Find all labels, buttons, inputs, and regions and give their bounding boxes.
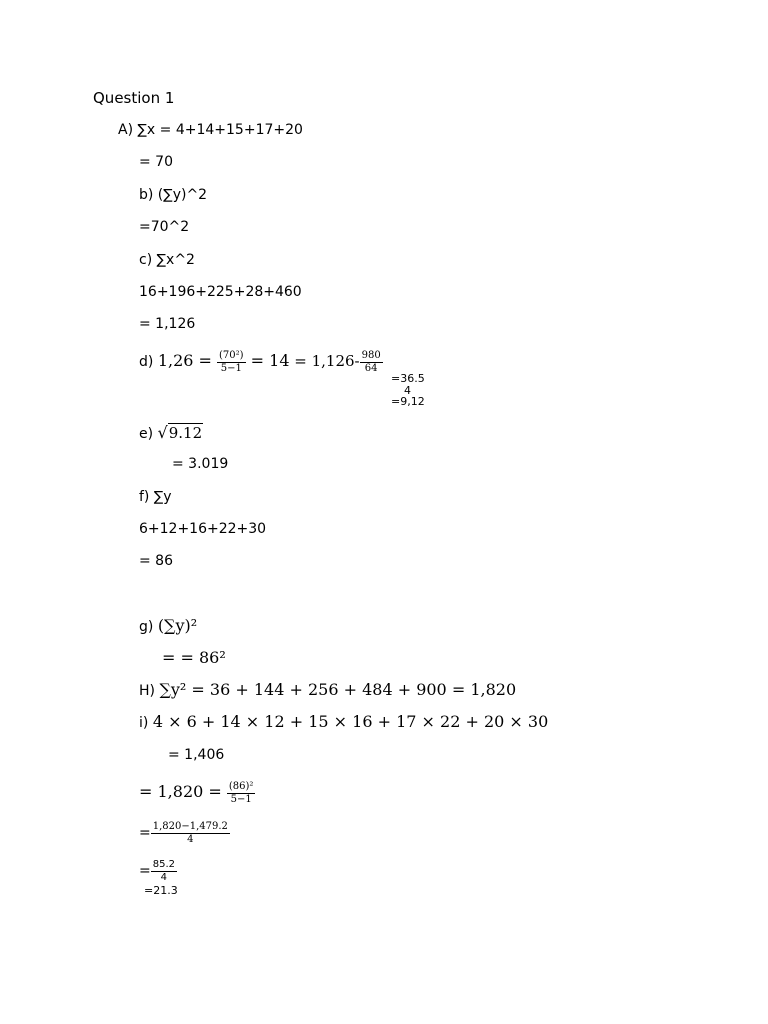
line-g-expression: (∑y)² [157, 616, 198, 635]
line-d-eq3: = 1,126- [289, 352, 360, 370]
line-i-label: i) [139, 715, 153, 731]
line-i-expression: 4 × 6 + 14 × 12 + 15 × 16 + 17 × 22 + 20 × 30 [152, 712, 549, 731]
line-a-sum-x: A) ∑x = 4+14+15+17+20 [118, 122, 303, 138]
line-division [139, 858, 177, 884]
line-c-expansion: 16+196+225+28+460 [139, 284, 302, 300]
line-g-result: = = 86² [162, 648, 226, 667]
line-division-fraction [151, 859, 177, 884]
line-h-expression: ∑y² = 36 + 144 + 256 + 484 + 900 = 1,820 [159, 680, 517, 699]
line-a-result: = 70 [139, 154, 173, 170]
line-f-expansion: 6+12+16+22+30 [139, 521, 267, 537]
line-subtraction-eq: = [139, 825, 151, 841]
line-variance [139, 777, 255, 808]
line-f-label: f) ∑y [139, 489, 172, 505]
line-d-note-2: 4 [404, 384, 411, 397]
line-e-result: = 3.019 [172, 456, 229, 472]
line-d-fraction-2-denominator: 64 [364, 362, 378, 374]
line-d-fraction-2-numerator: 980 [361, 349, 381, 361]
line-division-fraction-denominator: 4 [160, 871, 168, 883]
line-g [139, 615, 197, 638]
square-root [158, 422, 204, 445]
radical-sign: √ [157, 423, 168, 442]
line-division-fraction-numerator: 85.2 [152, 858, 175, 870]
line-d-fraction-1 [217, 350, 246, 375]
line-e-label: e) [139, 426, 158, 442]
line-d-fraction-1-numerator: (70²) [219, 349, 244, 361]
radicand: 9.12 [168, 424, 203, 442]
line-d-eq1: 1,26 = [157, 351, 218, 370]
line-variance-eq: = 1,820 = [139, 782, 227, 801]
line-division-eq: = [139, 863, 151, 879]
line-subtraction [139, 818, 230, 848]
line-d-fraction-2 [360, 350, 383, 375]
line-f-result: = 86 [139, 553, 173, 569]
line-e [139, 422, 203, 445]
line-c-label: c) ∑x^2 [139, 252, 195, 268]
line-i [139, 711, 548, 734]
question-heading: Question 1 [93, 89, 175, 107]
line-subtraction-fraction [151, 821, 230, 846]
line-g-label: g) [139, 619, 158, 635]
line-subtraction-fraction-numerator: 1,820−1,479.2 [152, 820, 228, 832]
line-d-fraction-1-denominator: 5−1 [220, 362, 242, 374]
line-b-label: b) (∑y)^2 [139, 187, 208, 203]
line-variance-fraction [227, 781, 256, 806]
line-i-result: = 1,406 [168, 747, 225, 763]
line-final-result: =21.3 [144, 884, 178, 897]
line-d-eq2: = 14 [245, 351, 290, 370]
line-b-result: =70^2 [139, 219, 190, 235]
line-d [139, 346, 383, 377]
line-c-result: = 1,126 [139, 316, 196, 332]
line-variance-fraction-denominator: 5−1 [230, 793, 252, 805]
line-d-note-3: =9,12 [391, 395, 425, 408]
line-h-label: H) [139, 683, 160, 699]
line-d-note-1: =36.5 [391, 372, 425, 385]
line-h [139, 679, 516, 702]
line-subtraction-fraction-denominator: 4 [187, 833, 194, 845]
line-d-label: d) [139, 354, 158, 370]
line-variance-fraction-numerator: (86)² [228, 780, 254, 792]
